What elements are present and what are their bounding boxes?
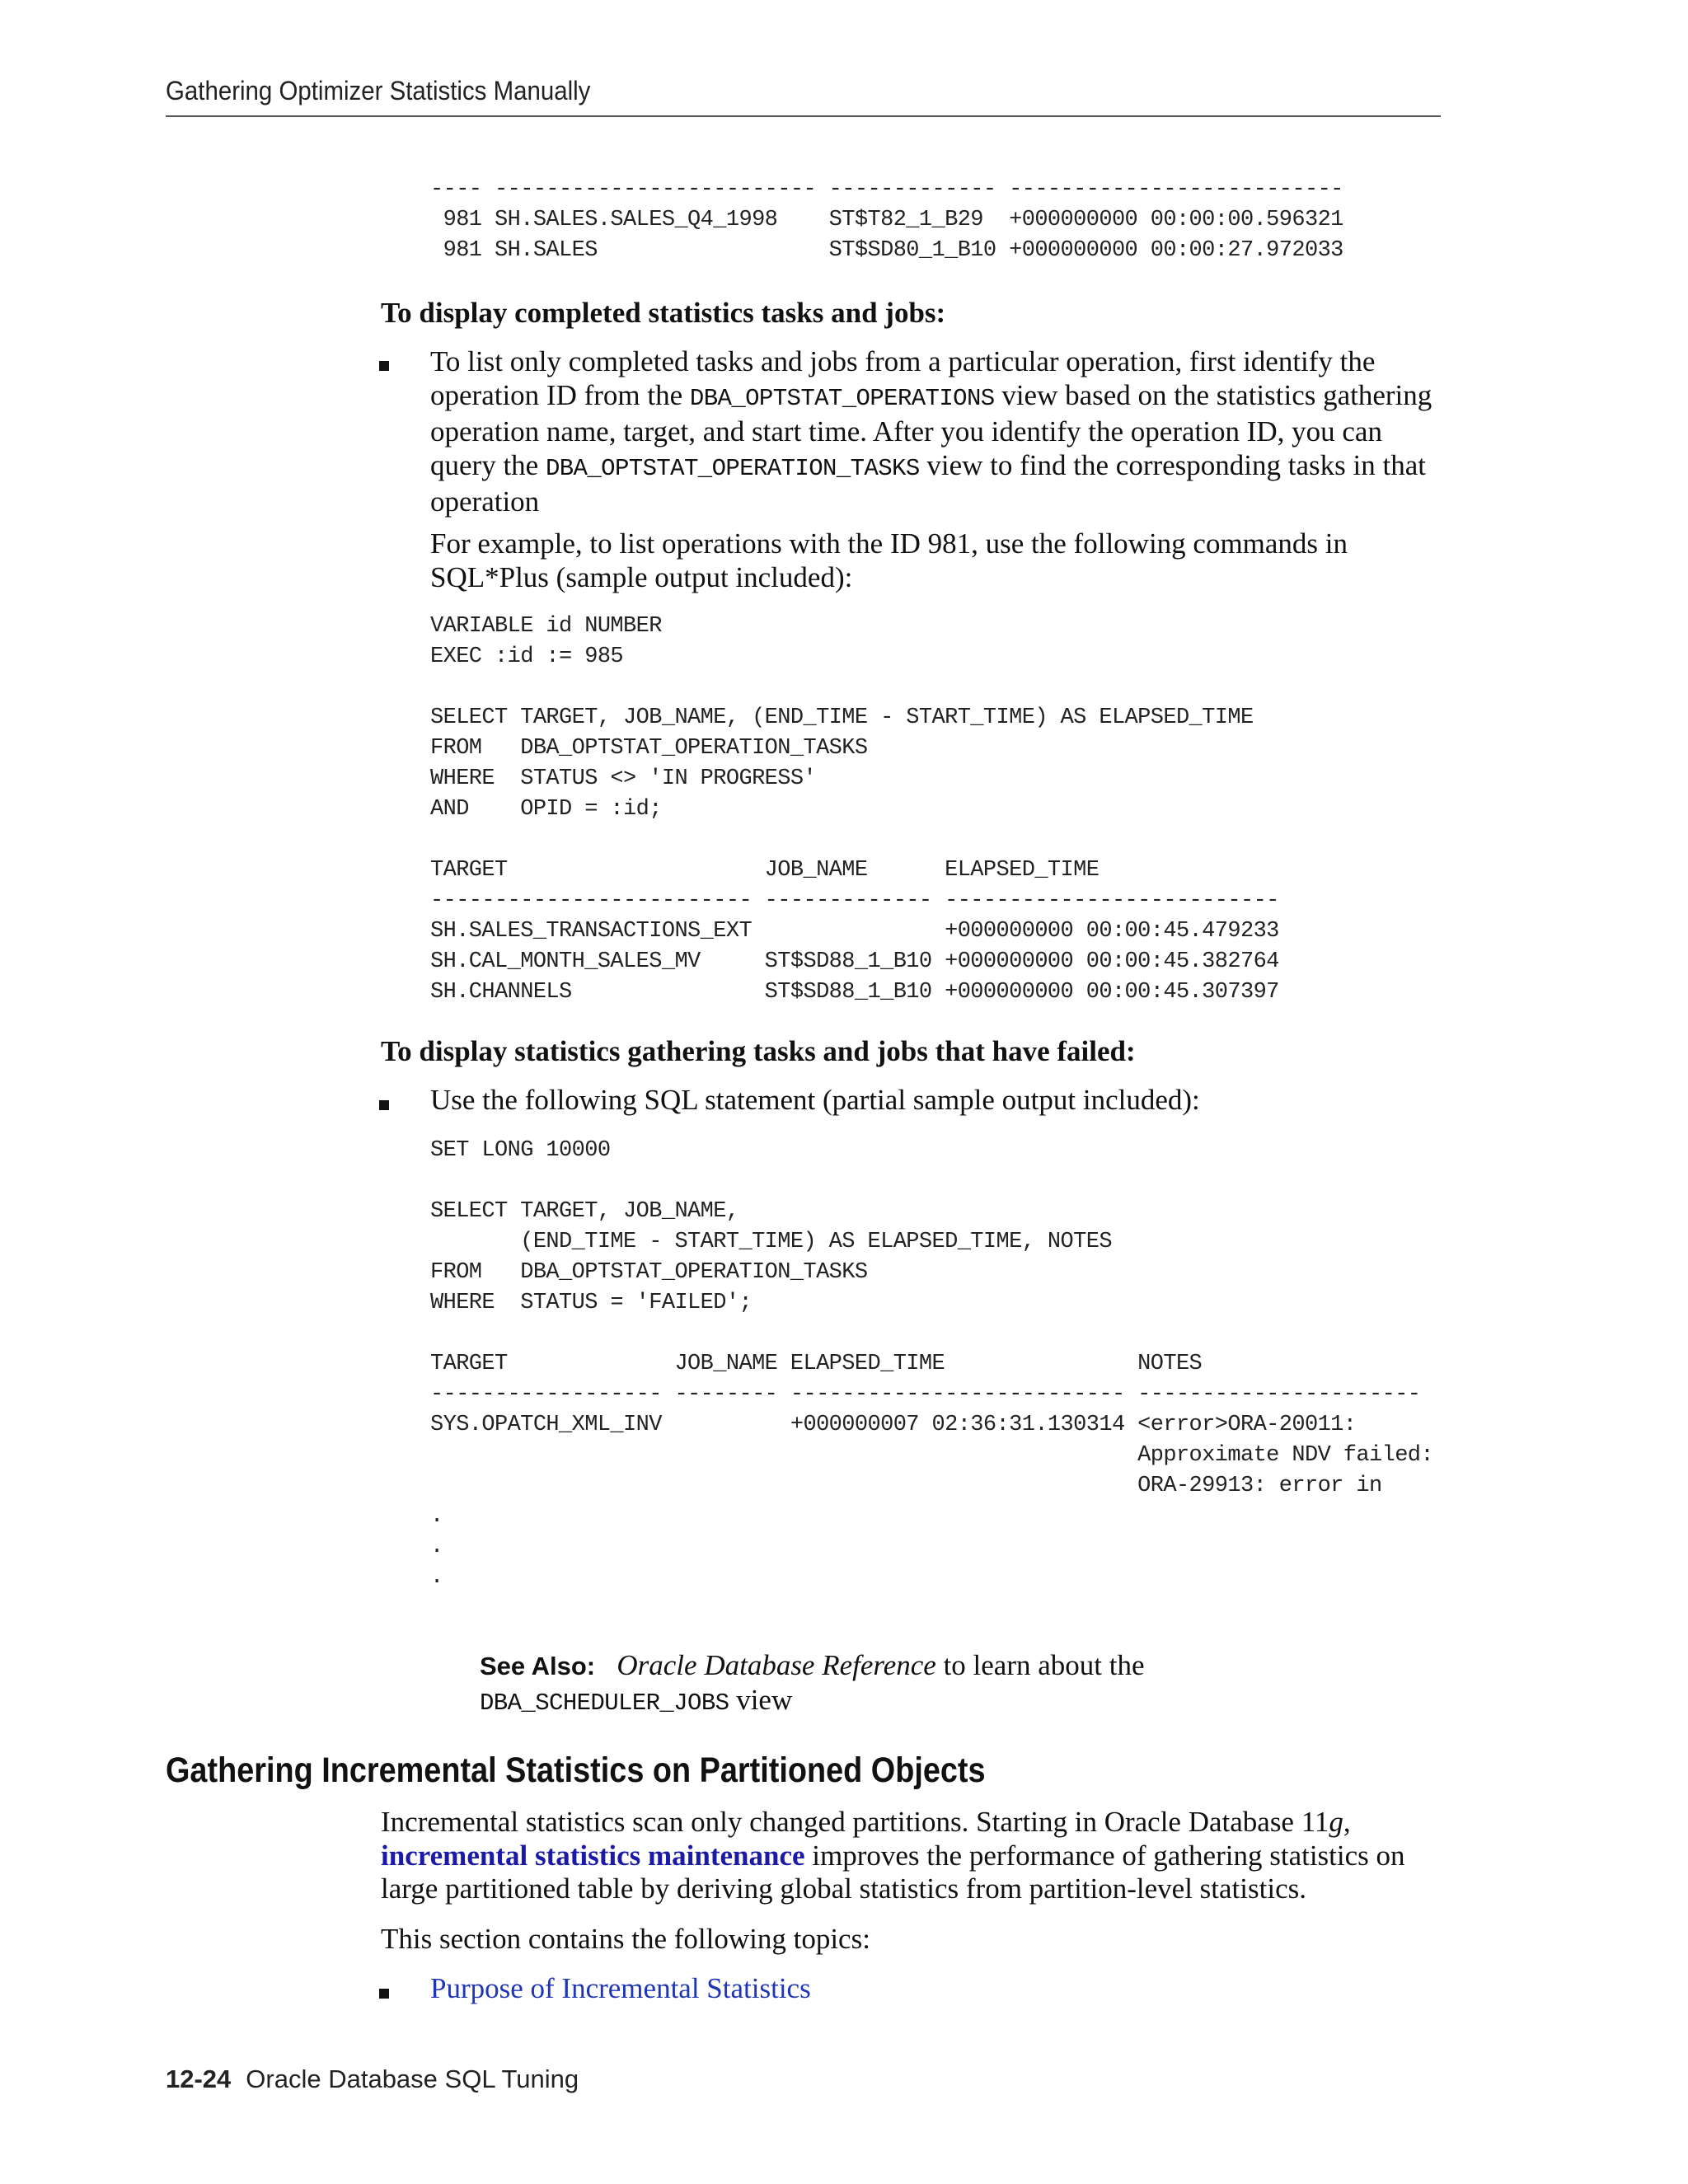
incremental-statistics-maintenance-link[interactable]: incremental statistics maintenance (381, 1839, 805, 1872)
page-footer (166, 2064, 579, 2094)
topic-list-item (430, 1972, 1444, 2006)
see-also-label: See Also: (480, 1652, 596, 1680)
completed-tasks-heading: To display completed statistics tasks and jobs: (381, 297, 946, 329)
bullet-icon (379, 361, 389, 371)
book-title: Oracle Database SQL Tuning (246, 2064, 579, 2093)
failed-tasks-paragraph: Use the following SQL statement (partial sample output included): (430, 1084, 1200, 1116)
running-head: Gathering Optimizer Statistics Manually (166, 76, 591, 105)
example-paragraph: For example, to list operations with the ID 981, use the following commands in SQL*Plus (sample output included): (430, 527, 1348, 593)
failed-tasks-heading: To display statistics gathering tasks and jobs that have failed: (381, 1035, 1136, 1067)
reference-title: Oracle Database Reference (617, 1649, 936, 1681)
purpose-of-incremental-statistics-link[interactable]: Purpose of Incremental Statistics (430, 1972, 811, 2004)
completed-tasks-paragraph: To list only completed tasks and jobs from a particular operation, first identify the operation ID from the DBA_OPTSTAT_OPERATIONS view based on the statistics gathering operation name, target, and start time. After you identify the operation ID, you can query the DBA_OPTSTAT_OPERATION_TASKS view to find the corresponding tasks in that operation (430, 345, 1432, 518)
bullet-icon (379, 1100, 389, 1110)
header-rule (166, 115, 1441, 117)
see-also-note: See Also: Oracle Database Reference to learn about the DBA_SCHEDULER_JOBS view (480, 1649, 1145, 1717)
page-number: 12-24 (166, 2064, 232, 2093)
bullet-icon (379, 1989, 389, 1999)
inline-code-operations-view: DBA_OPTSTAT_OPERATIONS (689, 384, 995, 412)
topics-intro: This section contains the following topics: (381, 1923, 870, 1955)
incremental-intro-paragraph: Incremental statistics scan only changed partitions. Starting in Oracle Database 11g, incremental statistics maintenance improves the performance of gathering statistics on large partitioned table by deriving global statistics from partition-level statistics. (381, 1806, 1405, 1905)
code-block-failed-tasks: SET LONG 10000 SELECT TARGET, JOB_NAME, (END_TIME - START_TIME) AS ELAPSED_TIME, NOTES FROM DBA_OPTSTAT_OPERATION_TASKS WHERE STATUS = 'FAILED'; TARGET JOB_NAME ELAPSED_TIME NOTES ------------------ -------- -------------------------- ---------------------- SYS.OPATCH_XML_INV +000000007 02:36:31.130314 <error>ORA-20011: Approximate NDV failed: ORA-29913: error in . . . (430, 1138, 1434, 1590)
code-block-completed-tasks: VARIABLE id NUMBER EXEC :id := 985 SELECT TARGET, JOB_NAME, (END_TIME - START_TIME) AS ELAPSED_TIME FROM DBA_OPTSTAT_OPERATION_TASKS WHERE STATUS <> 'IN PROGRESS' AND OPID = :id; TARGET JOB_NAME ELAPSED_TIME ------------------------- ------------- -------------------------- SH.SALES_TRANSACTIONS_EXT +000000000 00:00:45.479233 SH.CAL_MONTH_SALES_MV ST$SD88_1_B10 +000000000 00:00:45.382764 SH.CHANNELS ST$SD88_1_B10 +000000000 00:00:45.307397 (430, 614, 1279, 1005)
inline-code-operation-tasks-view: DBA_OPTSTAT_OPERATION_TASKS (545, 454, 920, 482)
code-block-operations-output: ---- ------------------------- ------------- -------------------------- 981 SH.SALES.SALES_Q4_1998 ST$T82_1_B29 +000000000 00:00:00.596321 981 SH.SALES ST$SD80_1_B10 +000000000 00:00:27.972033 (430, 177, 1343, 263)
section-title: Gathering Incremental Statistics on Partitioned Objects (166, 1750, 986, 1790)
inline-code-scheduler-jobs: DBA_SCHEDULER_JOBS (480, 1689, 729, 1717)
